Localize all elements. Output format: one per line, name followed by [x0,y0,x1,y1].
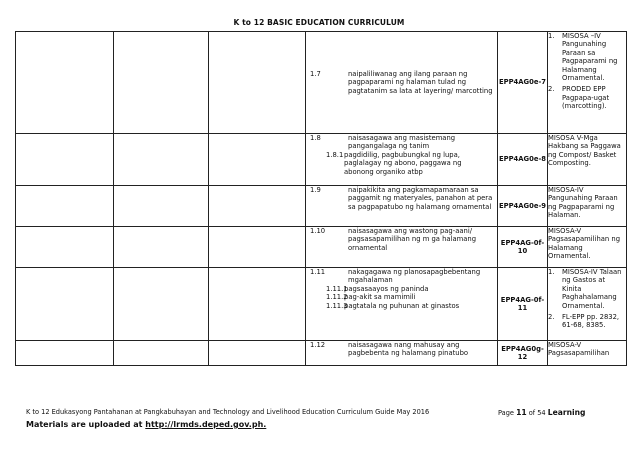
materials-text: MISOSA-V Pagsasapamilihan [548,341,610,358]
empty-cell [16,32,114,134]
empty-cell [209,32,306,134]
empty-cell [114,134,209,186]
competency-cell [306,227,498,268]
competency-cell [306,186,498,227]
materials-text: MISOSA-V Pagsasapamilihan ng Halamang Ornamental. [548,227,621,261]
empty-cell [16,268,114,341]
empty-cell [16,186,114,227]
materials-list-item [548,85,626,110]
materials-text: MISOSA-IV Pangunahing Paraan ng Pagpaparami ng Halaman. [548,186,618,220]
competency-number: 1.12 [310,341,326,349]
competency-cell [306,341,498,366]
materials-item-text: FL-EPP pp. 2832, 61-68, 8385. [562,313,620,330]
empty-cell [16,227,114,268]
empty-cell [209,134,306,186]
empty-cell [114,186,209,227]
competency-text-line: pagsasapamilihan ng m ga halamang [348,235,477,244]
competency-text-line: naisasagawa ang masistemang [348,134,456,142]
competency-number: 1.11 [310,268,326,276]
learning-materials-cell [548,32,627,134]
materials-item-number: 1. [548,268,555,276]
competency-code: EPP4AG-0f-11 [498,268,548,341]
table-row [16,32,627,134]
page-header-title: K to 12 BASIC EDUCATION CURRICULUM [233,18,405,27]
empty-cell [209,186,306,227]
learning-materials-cell [548,227,627,268]
competency-text-line: pagpaparami ng halaman tulad ng [348,78,467,87]
competency-text-line: naisasagawa nang mahusay ang [348,341,460,349]
competency-number: 1.7 [310,69,321,78]
competency-number: 1.9 [310,186,321,194]
footer-materials-note: Materials are uploaded at http://lrmds.deped.gov.ph. [26,420,267,429]
sub-competency-text-line: paglalagay ng abono, paggawa ng [344,159,462,168]
competency-code: EPP4AG0e-7 [498,32,548,134]
materials-list-item [548,268,626,310]
competency-cell [306,268,498,341]
materials-item-number: 2. [548,313,555,322]
materials-item-text: MISOSA-IV Talaan ng Gastos at Kinita Paghahalamang Ornamental. [562,268,622,310]
materials-item-text: MISOSA –IV Pangunahing Paraan sa Pagpaparami ng Halamang Ornamental. [562,32,618,83]
materials-list-item [548,313,626,330]
learning-materials-cell [548,341,627,366]
materials-item-number: 2. [548,85,555,94]
empty-cell [16,341,114,366]
empty-cell [209,341,306,366]
empty-cell [16,134,114,186]
footer-learning-word: Learning [547,408,586,417]
sub-competency-number: 1.11.3 [326,301,348,310]
competency-text-line: pagbebenta ng halamang pinatubo [348,349,469,358]
competency-text-line: pangangalaga ng tanim [348,142,430,151]
sub-competency-text-line: pagtatala ng puhunan at ginastos [344,301,460,310]
competency-text-line: paggamit ng materyales, panahon at pera [348,194,493,203]
sub-competency-text-line: pagsasaayos ng paninda [344,284,429,293]
empty-cell [209,227,306,268]
empty-cell [209,268,306,341]
competency-code: EPP4AG-0f-10 [498,227,548,268]
competency-code: EPP4AG0e-9 [498,186,548,227]
competency-code: EPP4AG0g-12 [498,341,548,366]
materials-text: MISOSA V-Mga Hakbang sa Paggawa ng Compost/ Basket Composting. [548,134,621,168]
empty-cell [114,268,209,341]
table-row [16,268,627,341]
materials-item-text: PRODED EPP Pagpapa-ugat (marcotting). [562,85,610,111]
sub-competency-text-line: pag-akit sa mamimili [344,293,416,302]
curriculum-table [15,31,627,366]
learning-materials-cell [548,268,627,341]
table-row [16,134,627,186]
empty-cell [114,341,209,366]
empty-cell [114,227,209,268]
learning-materials-cell [548,134,627,186]
competency-text-line: pagtatanim sa lata at layering/ marcotting [348,86,493,95]
competency-cell [306,134,498,186]
materials-item-number: 1. [548,32,555,40]
sub-competency-text-line: abonong organiko atbp [344,167,423,176]
competency-text-line: nakagagawa ng planosapagbebentang [348,268,481,276]
footer-curriculum-guide: K to 12 Edukasyong Pantahanan at Pangkabuhayan and Technology and Livelihood Education Curriculum Guide May 2016 [26,408,430,416]
competency-text-line: naipaliliwanag ang ilang paraan ng [348,69,468,78]
competency-number: 1.8 [310,134,321,142]
table-row [16,186,627,227]
learning-materials-cell [548,186,627,227]
empty-cell [114,32,209,134]
competency-code: EPP4AG0e-8 [498,134,548,186]
footer-page-number: Page 11 of 54 Learning [498,408,586,417]
sub-competency-number: 1.8.1 [326,150,344,159]
competency-text-line: sa pagpapatubo ng halamang ornamental [348,202,492,211]
materials-list-item [548,32,626,82]
competency-text-line: mgahalaman [348,276,393,285]
lrmds-link[interactable]: http://lrmds.deped.gov.ph. [145,420,267,429]
competency-text-line: naipakikita ang pagkamapamaraan sa [348,186,479,194]
sub-competency-number: 1.11.2 [326,293,348,302]
competency-text-line: naisasagawa ang wastong pag-aani/ [348,227,473,235]
table-row [16,227,627,268]
table-row [16,341,627,366]
sub-competency-number: 1.11.1 [326,284,348,293]
competency-number: 1.10 [310,227,326,235]
competency-text-line: ornamental [348,243,388,252]
competency-cell [306,32,498,134]
sub-competency-text-line: pagdidilig, pagbubungkal ng lupa, [344,150,460,159]
